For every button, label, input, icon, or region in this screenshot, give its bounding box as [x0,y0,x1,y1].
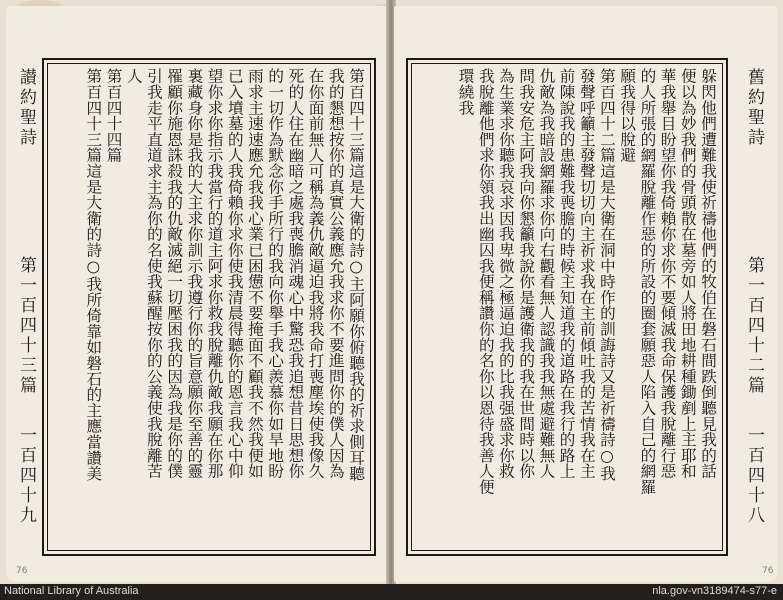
text-column: 第百四十三篇這是大衛的詩○我所倚靠如磐石的主應當讚美 [84,68,103,482]
margin-title: 舊約聖詩 [744,68,764,148]
text-column: 第百四十二篇這是大衛在洞中時作的訓誨詩又是祈禱詩○我 [597,68,616,482]
footer-id: nla.gov-vn3189474-s77-e [652,585,777,597]
text-column: 的人所張的網羅脫離作惡的所設的圈套願惡人陷入自己的網羅 [638,68,657,495]
text-column: 為生業求你聽我哀求因我卑微之極逼迫我的比我强盛求你救 [496,68,515,479]
right-page [394,6,778,582]
page-stamp: 76 [762,566,774,576]
margin-title: 讃約聖詩 [16,68,36,148]
text-column: 引我走平直道求主為你的名使我蘇醒按你的公義使我脫離苦 [144,68,163,479]
footer-bar [0,584,783,600]
text-column: 裏藏身你是我的大主求你訓示我遵行你的旨意願你至善的靈 [185,68,204,479]
text-column: 雨求主速速應允我我心業已困憊不要掩面不顧我不然我便如 [245,68,264,479]
page-number: 一百四十八 [744,426,764,526]
text-column: 我的懇想按你的真實公義應允我求你不要進問你的僕人因為 [326,68,345,479]
text-column: 第百四十三篇這是大衛的詩○主阿願你俯聽我的祈求側耳聽 [347,68,365,482]
text-column: 問我安危主阿我向你懇籲我說你是護衛我的我在世間時以你 [517,68,536,479]
text-column: 仇敵為我暗設網羅求你向右觀看無人認識我我無處避難無人 [537,68,556,479]
text-column: 第百四十四篇 [104,68,123,163]
text-column: 我脫離他們求你領我出幽囚我便稱讚你的名你以恩待我善人便 [476,68,495,495]
footer-library: National Library of Australia [4,585,139,597]
text-column: 華我舉目盼望你我倚賴你求你不要傾滅我命保護我脫離行惡 [658,68,677,479]
text-column: 願我得以脫避 [618,68,637,163]
text-column: 已入墳墓的人我倚賴你求你使我清晨得聽你的恩言我心中仰 [225,68,244,479]
text-column: 的一切作為默念你手所行的我向你舉手我心羨慕你如旱地盼 [266,68,285,479]
text-column: 前陳說我的患難我喪膽的時候主知道我的道路在我行的路上 [557,68,576,479]
text-column: 望你求你指示我當行的道主阿求你救我脫離仇敵我願在你那 [205,68,224,479]
text-column: 躲閃他們遭難我使祈禱他們的牧伯在磐石間跌倒聽見我的話 [699,68,717,479]
chapter-heading: 第一百四十二篇 [744,256,764,396]
page-number: 一百四十九 [16,426,36,526]
text-column: 人 [124,68,143,84]
text-column: 發聲呼籲主發聲切切向主祈求我在主前傾吐我的苦情我在主 [577,68,596,479]
text-column: 環繞我 [456,68,475,116]
text-column: 在你面前無人可稱為義仇敵逼迫我將我命打喪塵埃使我像久 [306,68,325,479]
text-column: 死的人住在幽暗之處我喪膽消魂心中驚恐我追想昔日思想你 [286,68,305,479]
scripture-text [416,68,718,548]
chapter-heading: 第一百四十三篇 [16,256,36,396]
text-column: 罹顧你施恩誅殺我的仇敵滅絕一切壓困我的因為我是你的僕 [165,68,184,479]
page-stamp: 76 [16,566,28,576]
scripture-text [50,68,366,548]
text-column: 便以為妙我們的骨頭散在墓旁如人將田地耕種鋤剷上主耶和 [678,68,697,479]
left-page [6,6,388,582]
